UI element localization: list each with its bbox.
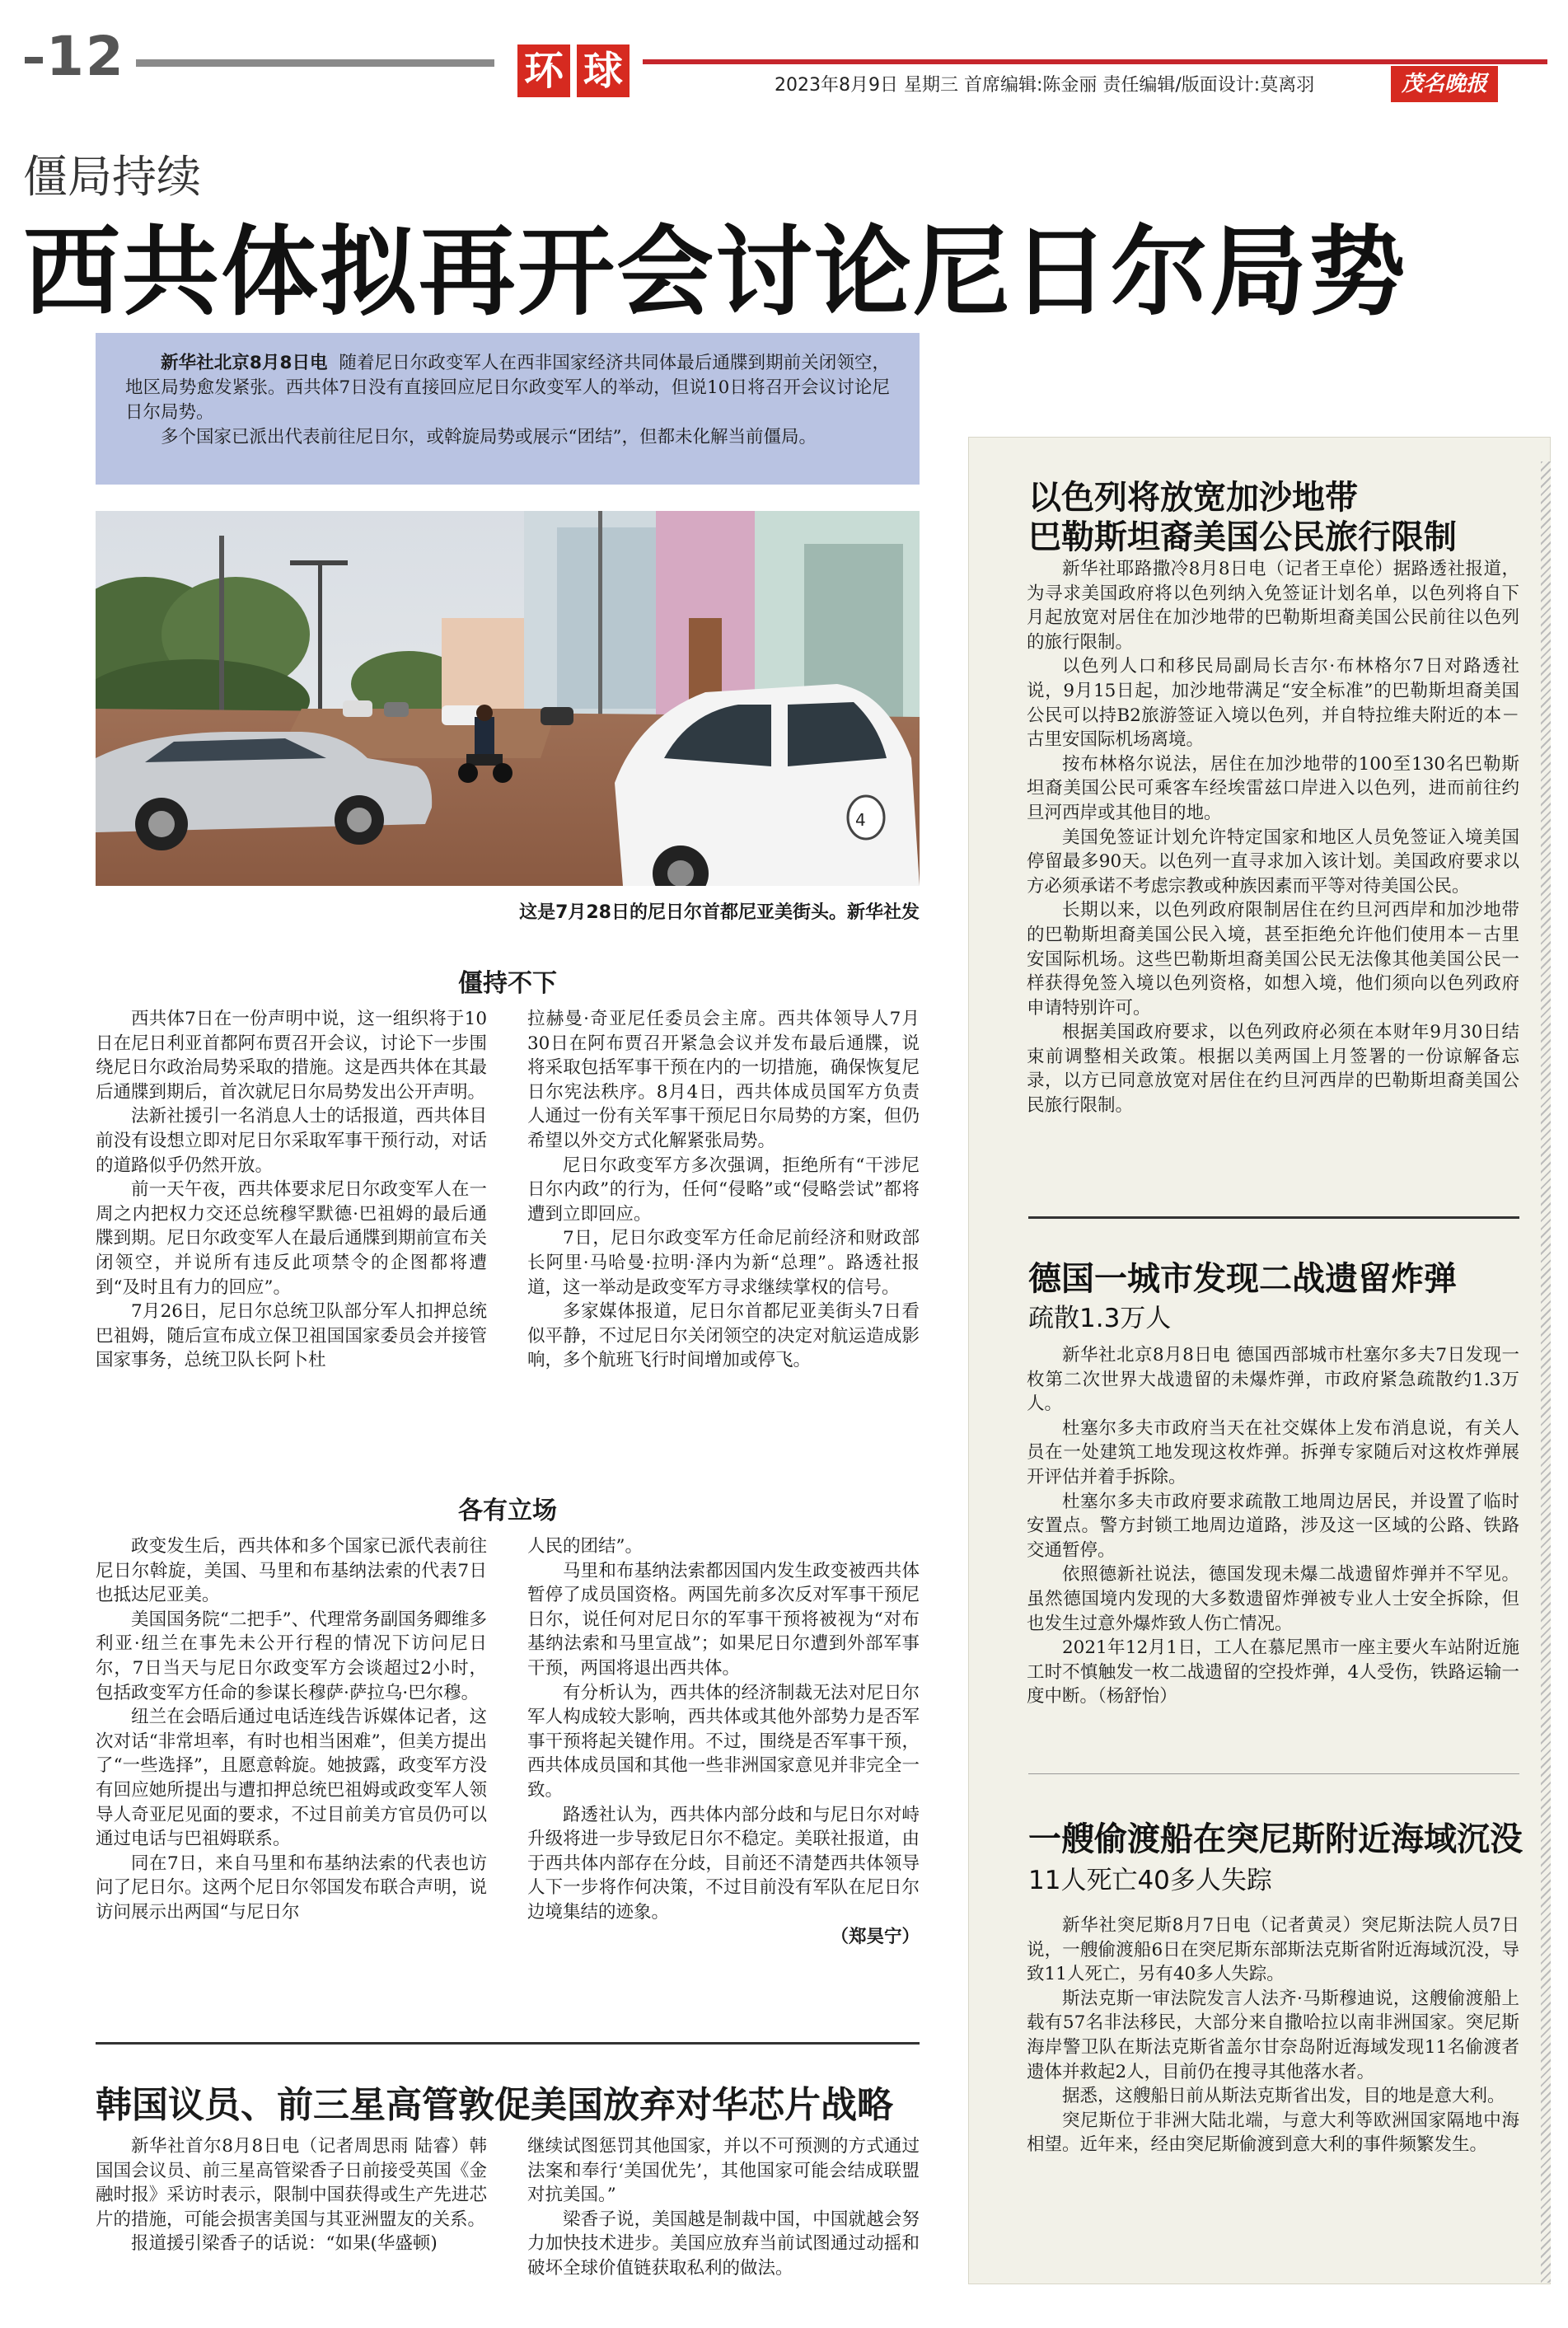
- paragraph: 7日，尼日尔政变军方任命尼前经济和财政部长阿里·马哈曼·拉明·泽内为新“总理”。路透社报道，这一举动是政变军方寻求继续掌权的信号。: [527, 1228, 920, 1298]
- subhead-deadlock: 僵持不下: [458, 969, 557, 998]
- street-photo: [96, 511, 920, 886]
- sidebar-divider-2: [1028, 1773, 1519, 1774]
- section2-right-column: [527, 1534, 920, 1949]
- sidebar-stripe: [1541, 461, 1551, 2283]
- paragraph: 报道援引梁香子的话说：“如果(华盛顿): [131, 2233, 438, 2255]
- paragraph: 长期以来，以色列政府限制居住在约旦河西岸和加沙地带的巴勒斯坦裔美国公民入境，甚至拒绝允许他们使用本－古里安国际机场。这些巴勒斯坦裔美国公民无法像其他美国公民一样获得免签入境以色列资格，如想入境，他们须向以色列政府申请特别许可。: [1027, 900, 1519, 1019]
- subhead-positions: 各有立场: [458, 1497, 557, 1525]
- paragraph: 马里和布基纳法索都因国内发生政变被西共体暂停了成员国资格。两国先前多次反对军事干预尼日尔，说任何对尼日尔的军事干预将被视为“对布基纳法索和马里宣战”；如果尼日尔遭到外部军事干预，两国将退出西共体。: [527, 1560, 920, 1679]
- svg-text:4: 4: [855, 810, 866, 830]
- sidebar-story3-body: [1027, 1913, 1519, 2157]
- paragraph: 杜塞尔多夫市政府当天在社交媒体上发布消息说，有关人员在一处建筑工地发现这枚炸弹。拆弹专家随后对这枚炸弹展开评估并着手拆除。: [1027, 1417, 1519, 1487]
- paragraph: 多家媒体报道，尼日尔首都尼亚美街头7日看似平静，不过尼日尔关闭领空的决定对航运造成影响，多个航班飞行时间增加或停飞。: [527, 1301, 920, 1371]
- paragraph: 尼日尔政变军方多次强调，拒绝所有“干涉尼日尔内政”的行为，任何“侵略”或“侵略尝试”都将遭到立即回应。: [527, 1155, 920, 1225]
- paragraph: 人民的团结”。: [527, 1536, 643, 1557]
- paragraph: 据悉，这艘船日前从斯法克斯省出发，目的地是意大利。: [1062, 2086, 1505, 2107]
- lead-paragraph-2: 多个国家已派出代表前往尼日尔，或斡旋局势或展示“团结”，但都未化解当前僵局。: [161, 427, 817, 447]
- paragraph: 新华社耶路撒冷8月8日电（记者王卓伦）据路透社报道，为寻求美国政府将以色列纳入免签证计划名单，以色列将自下月起放宽对居住在加沙地带的巴勒斯坦裔美国公民前往以色列的旅行限制。: [1027, 559, 1519, 653]
- sidebar-story2-title: 德国一城市发现二战遗留炸弹: [1028, 1260, 1457, 1298]
- main-headline: 西共体拟再开会讨论尼日尔局势: [23, 215, 1408, 329]
- photo-caption: 这是7月28日的尼日尔首都尼亚美街头。新华社发: [519, 902, 920, 923]
- paragraph: 法新社援引一名消息人士的话报道，西共体目前没有设想立即对尼日尔采取军事干预行动，对话的道路似乎仍然开放。: [96, 1106, 487, 1176]
- paragraph: 新华社首尔8月8日电（记者周思雨 陆睿）韩国国会议员、前三星高管梁香子日前接受英国《金融时报》采访时表示，限制中国获得或生产先进芯片的措施，可能会损害美国与其亚洲盟友的关系。: [96, 2136, 487, 2230]
- paragraph: 拉赫曼·奇亚尼任委员会主席。西共体领导人7月30日在阿布贾召开紧急会议并发布最后通牒，说将采取包括军事干预在内的一切措施，确保恢复尼日尔宪法秩序。8月4日，西共体成员国军方负责人通过一份有关军事干预尼日尔局势的方案，但仍希望以外交方式化解紧张局势。: [527, 1009, 920, 1151]
- paragraph: 新华社北京8月8日电 德国西部城市杜塞尔多夫7日发现一枚第二次世界大战遗留的未爆炸弹，市政府紧急疏散约1.3万人。: [1027, 1345, 1519, 1415]
- sidebar-divider-1: [1028, 1216, 1519, 1219]
- paragraph: 根据美国政府要求，以色列政府必须在本财年9月30日结束前调整相关政策。根据以美两国上月签署的一份谅解备忘录，以方已同意放宽对居住在约旦河西岸的巴勒斯坦裔美国公民旅行限制。: [1027, 1022, 1519, 1117]
- lead-box: [96, 333, 920, 485]
- paragraph: 继续试图惩罚其他国家，并以不可预测的方式通过法案和奉行‘美国优先’，其他国家可能会结成联盟对抗美国。”: [527, 2136, 920, 2206]
- sidebar-story1-title-line2: 巴勒斯坦裔美国公民旅行限制: [1028, 518, 1457, 556]
- header-rule-left: [136, 59, 494, 67]
- sidebar-story3-title: 一艘偷渡船在突尼斯附近海域沉没: [1028, 1820, 1523, 1858]
- bottom-headline: 韩国议员、前三星高管敦促美国放弃对华芯片战略: [96, 2084, 893, 2126]
- section2-left-column: [96, 1534, 487, 1925]
- section1-right-column: [527, 1007, 920, 1373]
- bottom-left-column: [96, 2134, 487, 2256]
- paragraph: 依照德新社说法，德国发现未爆二战遗留炸弹并不罕见。虽然德国境内发现的大多数遗留炸弹被专业人士安全拆除，但也发生过意外爆炸致人伤亡情况。: [1027, 1564, 1519, 1634]
- sidebar-story2-subtitle: 疏散1.3万人: [1028, 1304, 1172, 1333]
- sidebar-story1-body: [1027, 557, 1519, 1118]
- header-info: 2023年8月9日 星期三 首席编辑:陈金丽 责任编辑/版面设计:莫离羽: [775, 75, 1315, 96]
- bottom-right-column: [527, 2134, 920, 2281]
- paragraph: 美国免签证计划允许特定国家和地区人员免签证入境美国停留最多90天。以色列一直寻求加入该计划。美国政府要求以方必须承诺不考虑宗教或种族因素而平等对待美国公民。: [1027, 827, 1519, 897]
- paragraph: 西共体7日在一份声明中说，这一组织将于10日在尼日利亚首都阿布贾召开会议，讨论下一步围绕尼日尔政治局势采取的措施。这是西共体在其最后通牒到期后，首次就尼日尔局势发出公开声明。: [96, 1009, 487, 1103]
- paragraph: 按布林格尔说法，居住在加沙地带的100至130名巴勒斯坦裔美国公民可乘客车经埃雷兹口岸进入以色列，进而前往约旦河西岸或其他目的地。: [1027, 753, 1519, 823]
- paragraph: 斯法克斯一审法院发言人法齐·马斯穆迪说，这艘偷渡船上载有57名非法移民，大部分来自撒哈拉以南非洲国家。突尼斯海岸警卫队在斯法克斯省盖尔甘奈岛附近海域发现11名偷渡者遗体并救起2人，目前仍在搜寻其他落水者。: [1027, 1988, 1519, 2082]
- header-rule-right: [643, 59, 1547, 64]
- paragraph: 突尼斯位于非洲大陆北端，与意大利等欧洲国家隔地中海相望。近年来，经由突尼斯偷渡到意大利的事件频繁发生。: [1027, 2110, 1519, 2156]
- paragraph: 新华社突尼斯8月7日电（记者黄灵）突尼斯法院人员7日说，一艘偷渡船6日在突尼斯东部斯法克斯省附近海域沉没，导致11人死亡，另有40多人失踪。: [1027, 1915, 1519, 1985]
- section-badge-char-2: 球: [577, 44, 630, 97]
- lead-dateline: 新华社北京8月8日电: [161, 353, 328, 373]
- sidebar-story1-title-line1: 以色列将放宽加沙地带: [1028, 479, 1358, 517]
- paragraph: 有分析认为，西共体的经济制裁无法对尼日尔军人构成较大影响，西共体或其他外部势力是否军事干预将起关键作用。不过，围绕是否军事干预，西共体成员国和其他一些非洲国家意见并非完全一致。: [527, 1682, 920, 1801]
- sidebar-story3-subtitle: 11人死亡40多人失踪: [1028, 1866, 1272, 1895]
- page-number: 12: [25, 25, 125, 88]
- paragraph: 梁香子说，美国越是制裁中国，中国就越会努力加快技术进步。美国应放弃当前试图通过动摇和破坏全球价值链获取私利的做法。: [527, 2209, 920, 2279]
- paragraph: 以色列人口和移民局副局长吉尔·布林格尔7日对路透社说，9月15日起，加沙地带满足“安全标准”的巴勒斯坦裔美国公民可以持B2旅游签证入境以色列，并自特拉维夫附近的本－古里安国际机场离境。: [1027, 656, 1519, 751]
- paragraph: 路透社认为，西共体内部分歧和与尼日尔对峙升级将进一步导致尼日尔不稳定。美联社报道，由于西共体内部存在分歧，目前还不清楚西共体领导人下一步将作何决策，不过目前没有军队在尼日尔边境集结的迹象。: [527, 1804, 920, 1923]
- paragraph: 7月26日，尼日尔总统卫队部分军人扣押总统巴祖姆，随后宣布成立保卫祖国国家委员会并接管国家事务，总统卫队长阿卜杜: [96, 1301, 487, 1371]
- section-badge-char-1: 环: [517, 44, 570, 97]
- section-divider: [96, 2042, 920, 2045]
- lead-paragraph-1: 随着尼日尔政变军人在西非国家经济共同体最后通牒到期前关闭领空，地区局势愈发紧张。西共体7日没有直接回应尼日尔政变军人的举动，但说10日将召开会议讨论尼日尔局势。: [125, 353, 890, 423]
- newspaper-logo: 茂名晚报: [1391, 66, 1498, 102]
- paragraph: 纽兰在会晤后通过电话连线告诉媒体记者，这次对话“非常坦率，有时也相当困难”，但美方提出了“一些选择”，且愿意斡旋。她披露，政变军方没有回应她所提出与遭扣押总统巴祖姆或政变军人领导人奇亚尼见面的要求，不过目前美方官员仍可以通过电话与巴祖姆联系。: [96, 1707, 487, 1850]
- paragraph: 杜塞尔多夫市政府要求疏散工地周边居民，并设置了临时安置点。警方封锁工地周边道路，涉及这一区域的公路、铁路交通暂停。: [1027, 1491, 1519, 1561]
- paragraph: 2021年12月1日，工人在慕尼黑市一座主要火车站附近施工时不慎触发一枚二战遗留的空投炸弹，4人受伤，铁路运输一度中断。（杨舒怡）: [1027, 1637, 1519, 1707]
- section1-left-column: [96, 1007, 487, 1373]
- paragraph: 同在7日，来自马里和布基纳法索的代表也访问了尼日尔。这两个尼日尔邻国发布联合声明，说访问展示出两国“与尼日尔: [96, 1853, 487, 1923]
- paragraph: 前一天午夜，西共体要求尼日尔政变军人在一周之内把权力交还总统穆罕默德·巴祖姆的最后通牒到期。尼日尔政变军人在最后通牒到期前宣布关闭领空，并说所有违反此项禁令的企图都将遭到“及时且有力的回应”。: [96, 1179, 487, 1298]
- paragraph: 政变发生后，西共体和多个国家已派代表前往尼日尔斡旋，美国、马里和布基纳法索的代表7日也抵达尼亚美。: [96, 1536, 487, 1606]
- kicker: 僵局持续: [23, 151, 201, 203]
- byline: （郑昊宁）: [831, 1926, 920, 1947]
- paragraph: 美国国务院“二把手”、代理常务副国务卿维多利亚·纽兰在事先未公开行程的情况下访问尼日尔，7日当天与尼日尔政变军方会谈超过2小时，包括政变军方任命的参谋长穆萨·萨拉乌·巴尔穆。: [96, 1609, 487, 1703]
- sidebar-story2-body: [1027, 1343, 1519, 1709]
